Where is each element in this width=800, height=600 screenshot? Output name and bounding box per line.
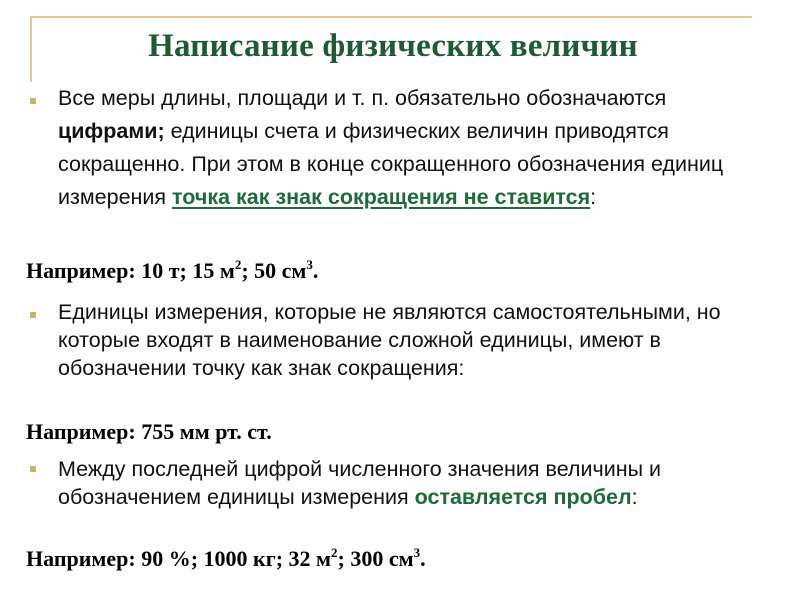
example-1 — [26, 258, 318, 284]
frame-top-line — [30, 16, 752, 18]
paragraph-1-text-end: : — [590, 185, 597, 209]
example-3-part1: Например: 90 %; 1000 кг; 32 м — [26, 546, 332, 571]
example-3-part3: . — [420, 546, 426, 571]
paragraph-3-text: Между последней цифрой численного значения величины и обозначением единицы измерения — [58, 457, 662, 509]
paragraph-3-highlight: оставляется пробел — [414, 485, 632, 509]
example-3-sup1: 2 — [331, 544, 338, 560]
paragraph-1-highlight: точка как знак сокращения не ставится — [172, 185, 591, 209]
page-title: Написание физических величин — [148, 28, 638, 64]
paragraph-3 — [58, 455, 773, 511]
bullet-marker — [30, 312, 36, 318]
paragraph-1 — [58, 82, 773, 214]
paragraph-1-text: Все меры длины, площади и т. п. обязательно обозначаются — [58, 86, 667, 110]
bullet-marker — [30, 466, 36, 472]
example-1-part3: . — [312, 258, 319, 283]
example-1-sup1: 2 — [234, 256, 242, 272]
paragraph-1-bold: цифрами; — [58, 119, 165, 143]
example-2-part1: Например: 755 мм рт. ст. — [26, 419, 272, 444]
example-3-part2: ; 300 см — [337, 546, 414, 571]
example-1-part1: Например: 10 т; 15 м — [26, 258, 235, 283]
bullet-marker — [30, 98, 36, 104]
paragraph-3-text-end: : — [631, 485, 638, 509]
example-3 — [26, 546, 426, 572]
example-1-sup2: 3 — [306, 256, 313, 272]
paragraph-2: Единицы измерения, которые не являются самостоятельными, но которые входят в наименование сложной единицы, имеют в обозначении точку как знак сокращения: — [58, 300, 721, 380]
example-1-part2: ; 50 см — [241, 258, 307, 283]
paragraph-1-text-middle: единицы счета и физических величин приводятся сокращенно. При этом в конце сокращенного обозначения единиц измерения — [58, 119, 724, 209]
example-2 — [26, 419, 272, 445]
example-3-sup2: 3 — [413, 544, 421, 560]
